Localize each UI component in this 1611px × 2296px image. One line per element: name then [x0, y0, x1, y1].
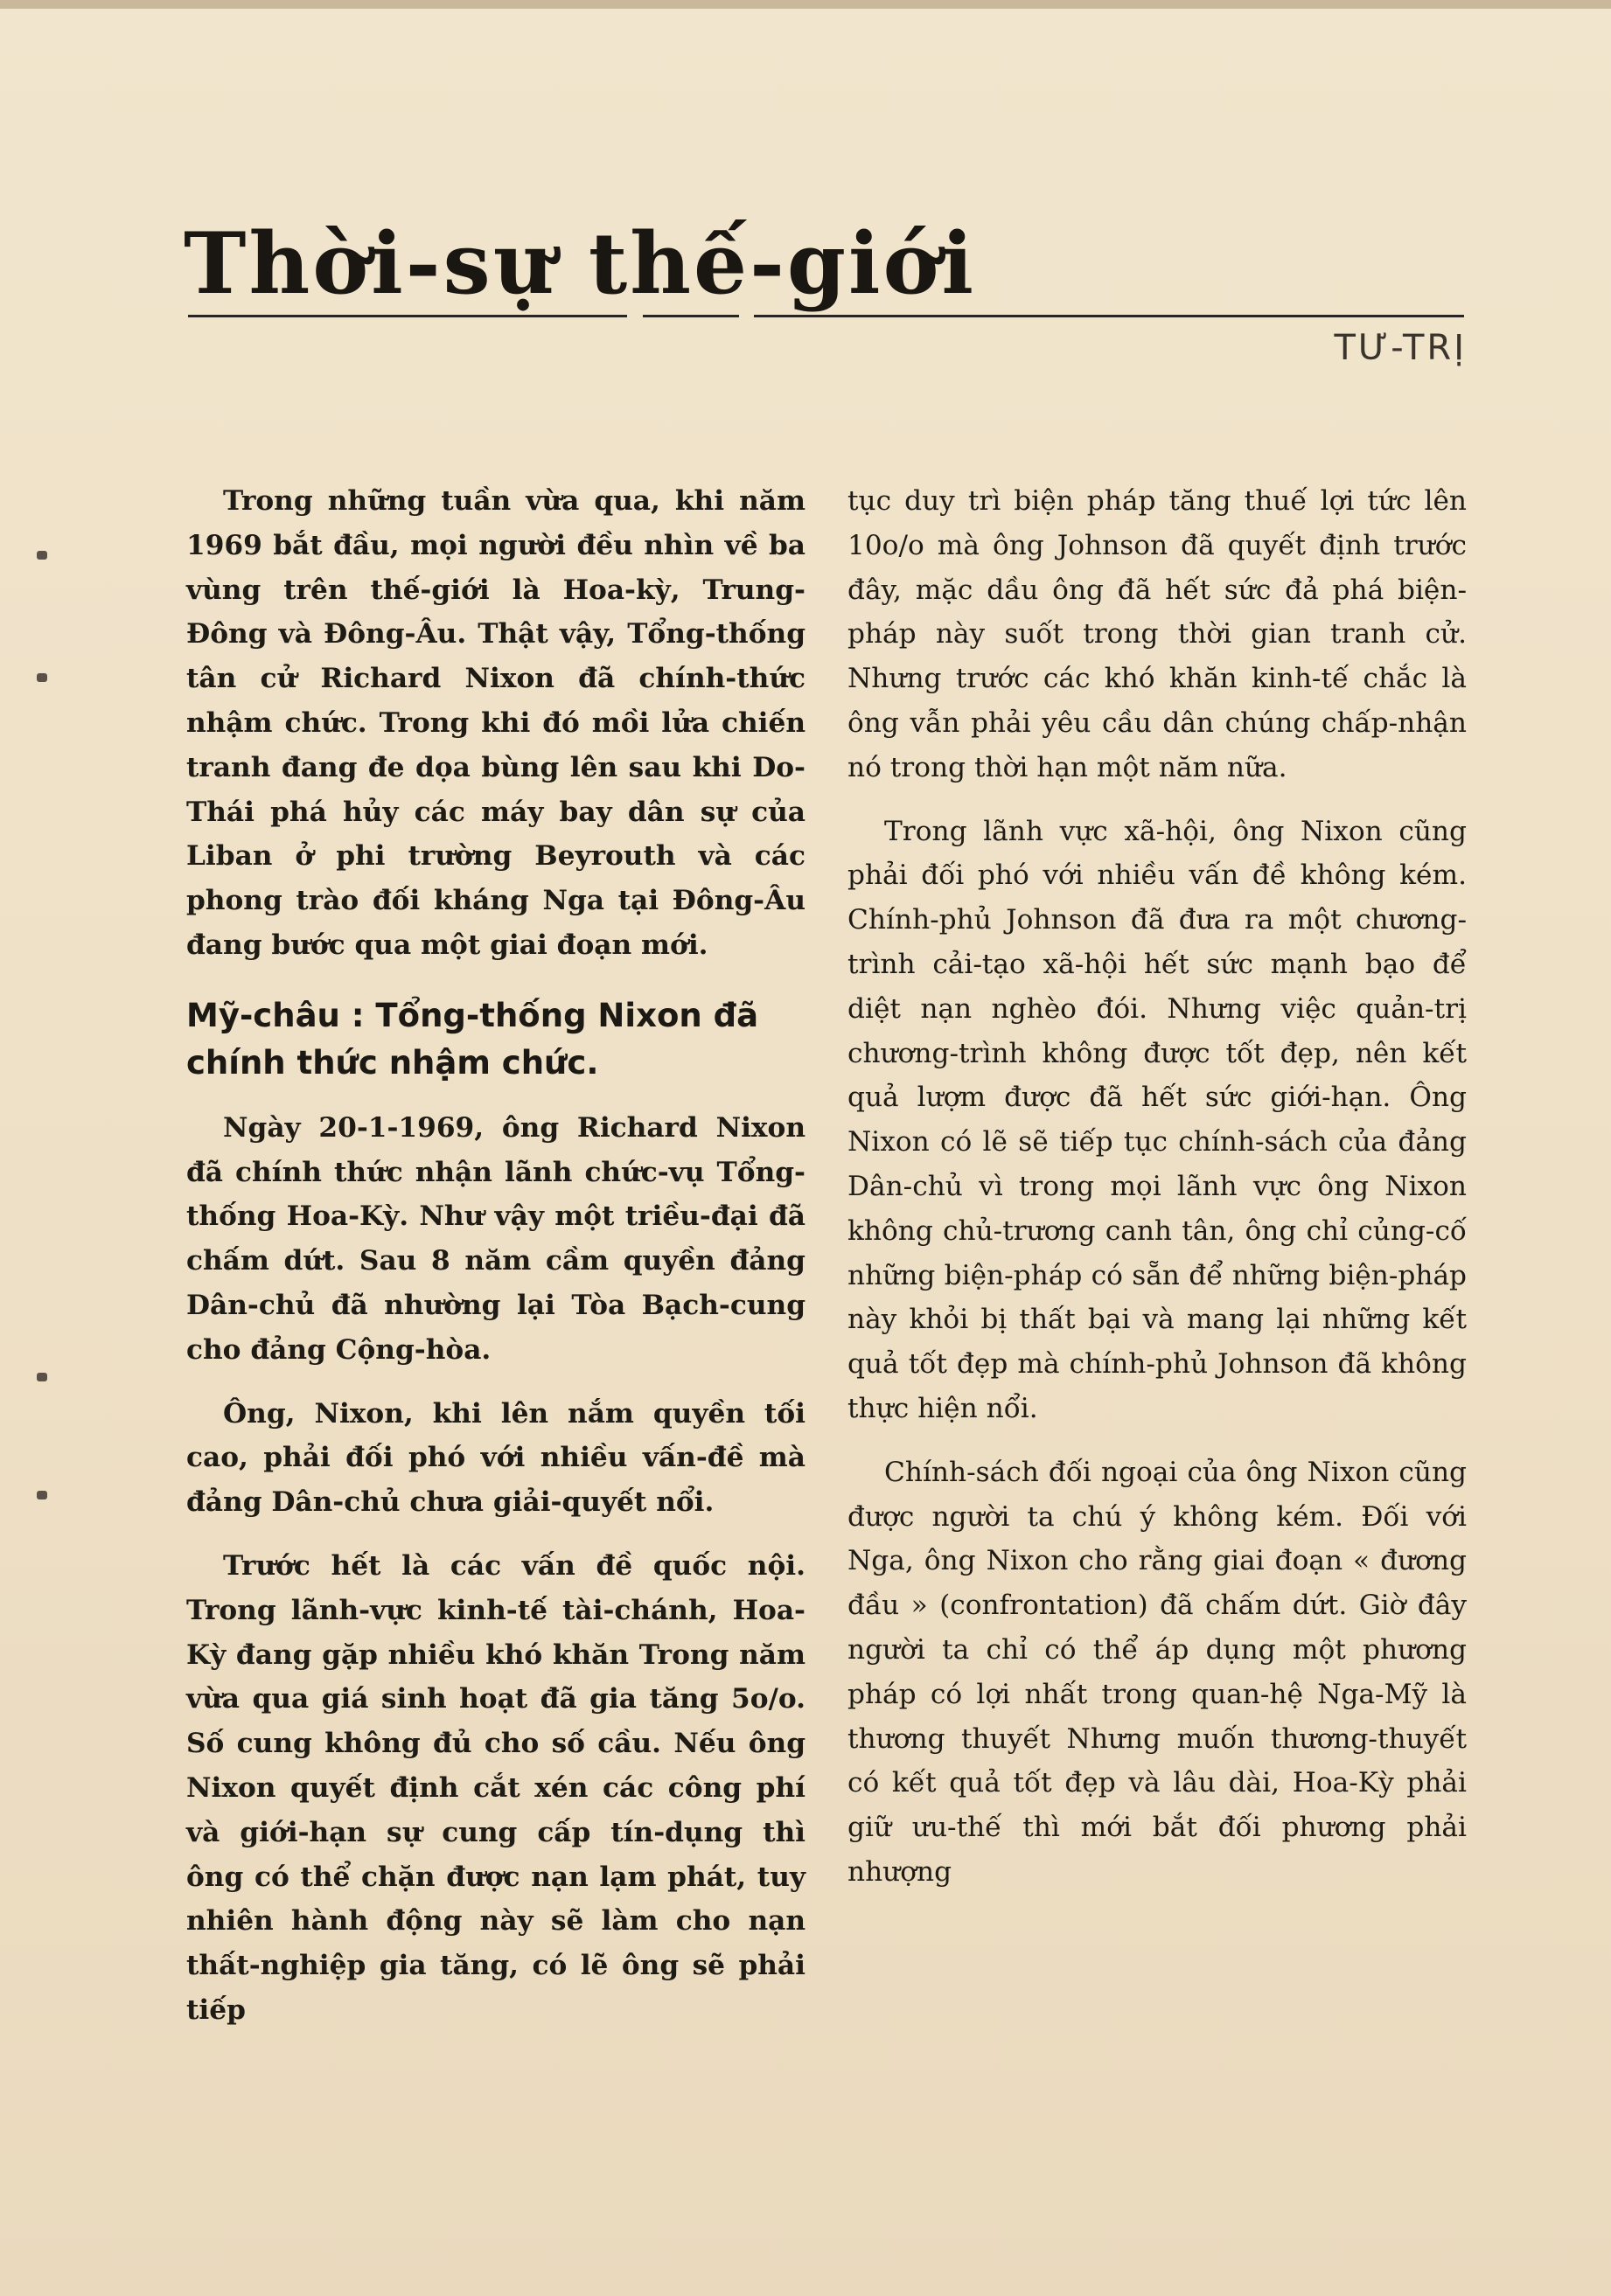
- article-title: Thời-sự thế-giới: [184, 214, 976, 313]
- margin-mark: [37, 551, 47, 560]
- author-byline: TƯ-TRỊ: [1334, 328, 1467, 368]
- body-paragraph: Trong lãnh vực xã-hội, ông Nixon cũng phải đối phó với nhiều vấn đề không kém. Chính-phủ Johnson đã đưa ra một chương-trình cải-tạo xã-hội hết sức mạnh bạo để diệt nạn nghèo đói. Nhưng việc quản-trị chương-trình không được tốt đẹp, nên kết quả lượm được đã hết sức giới-hạn. Ông Nixon có lẽ sẽ tiếp tục chính-sách của đảng Dân-chủ vì trong mọi lãnh vực ông Nixon không chủ-trương canh tân, ông chỉ củng-cố những biện-pháp có sẵn để những biện-pháp này khỏi bị thất bại và mang lại những kết quả tốt đẹp mà chính-phủ Johnson đã không thực hiện nổi.: [847, 815, 1467, 1424]
- margin-mark: [37, 673, 47, 682]
- left-column: [186, 479, 806, 2033]
- margin-mark: [37, 1373, 47, 1381]
- title-underline: [643, 315, 739, 317]
- top-edge-line: [0, 0, 1611, 9]
- margin-mark: [37, 1491, 47, 1499]
- intro-paragraph: Trong những tuần vừa qua, khi năm 1969 bắt đầu, mọi người đều nhìn về ba vùng trên thế-giới là Hoa-kỳ, Trung-Đông và Đông-Âu. Thật vậy, Tổng-thống tân cử Richard Nixon đã chính-thức nhậm chức. Trong khi đó mồi lửa chiến tranh đang đe dọa bùng lên sau khi Do-Thái phá hủy các máy bay dân sự của Liban ở phi trường Beyrouth và các phong trào đối kháng Nga tại Đông-Âu đang bước qua một giai đoạn mới.: [186, 485, 806, 961]
- body-paragraph: tục duy trì biện pháp tăng thuế lợi tức lên 10o/o mà ông Johnson đã quyết định trước đây, mặc dầu ông đã hết sức đả phá biện-pháp này suốt trong thời gian tranh cử. Nhưng trước các khó khăn kinh-tế chắc là ông vẫn phải yêu cầu dân chúng chấp-nhận nó trong thời hạn một năm nữa.: [847, 485, 1467, 783]
- body-paragraph: Chính-sách đối ngoại của ông Nixon cũng được người ta chú ý không kém. Đối với Nga, ông Nixon cho rằng giai đoạn « đương đầu » (confrontation) đã chấm dứt. Giờ đây người ta chỉ có thể áp dụng một phương pháp có lợi nhất trong quan-hệ Nga-Mỹ là thương thuyết Nhưng muốn thương-thuyết có kết quả tốt đẹp và lâu dài, Hoa-Kỳ phải giữ ưu-thế thì mới bắt đối phương phải nhượng: [847, 1456, 1467, 1888]
- section-heading: Mỹ-châu : Tổng-thống Nixon đã chính thức nhậm chức.: [186, 996, 759, 1082]
- body-paragraph: Trước hết là các vấn đề quốc nội. Trong lãnh-vực kinh-tế tài-chánh, Hoa-Kỳ đang gặp nhiều khó khăn Trong năm vừa qua giá sinh hoạt đã gia tăng 5o/o. Số cung không đủ cho số cầu. Nếu ông Nixon quyết định cắt xén các công phí và giới-hạn sự cung cấp tín-dụng thì ông có thể chặn được nạn lạm phát, tuy nhiên hành động này sẽ làm cho nạn thất-nghiệp gia tăng, có lẽ ông sẽ phải tiếp: [186, 1549, 806, 2026]
- body-paragraph: Ông, Nixon, khi lên nắm quyền tối cao, phải đối phó với nhiều vấn-đề mà đảng Dân-chủ chưa giải-quyết nổi.: [186, 1397, 806, 1519]
- title-underline: [188, 315, 627, 317]
- right-column: [847, 479, 1467, 1895]
- title-underline: [754, 315, 1464, 317]
- body-paragraph: Ngày 20-1-1969, ông Richard Nixon đã chính thức nhận lãnh chức-vụ Tổng-thống Hoa-Kỳ. Như vậy một triều-đại đã chấm dứt. Sau 8 năm cầm quyền đảng Dân-chủ đã nhường lại Tòa Bạch-cung cho đảng Cộng-hòa.: [186, 1111, 806, 1366]
